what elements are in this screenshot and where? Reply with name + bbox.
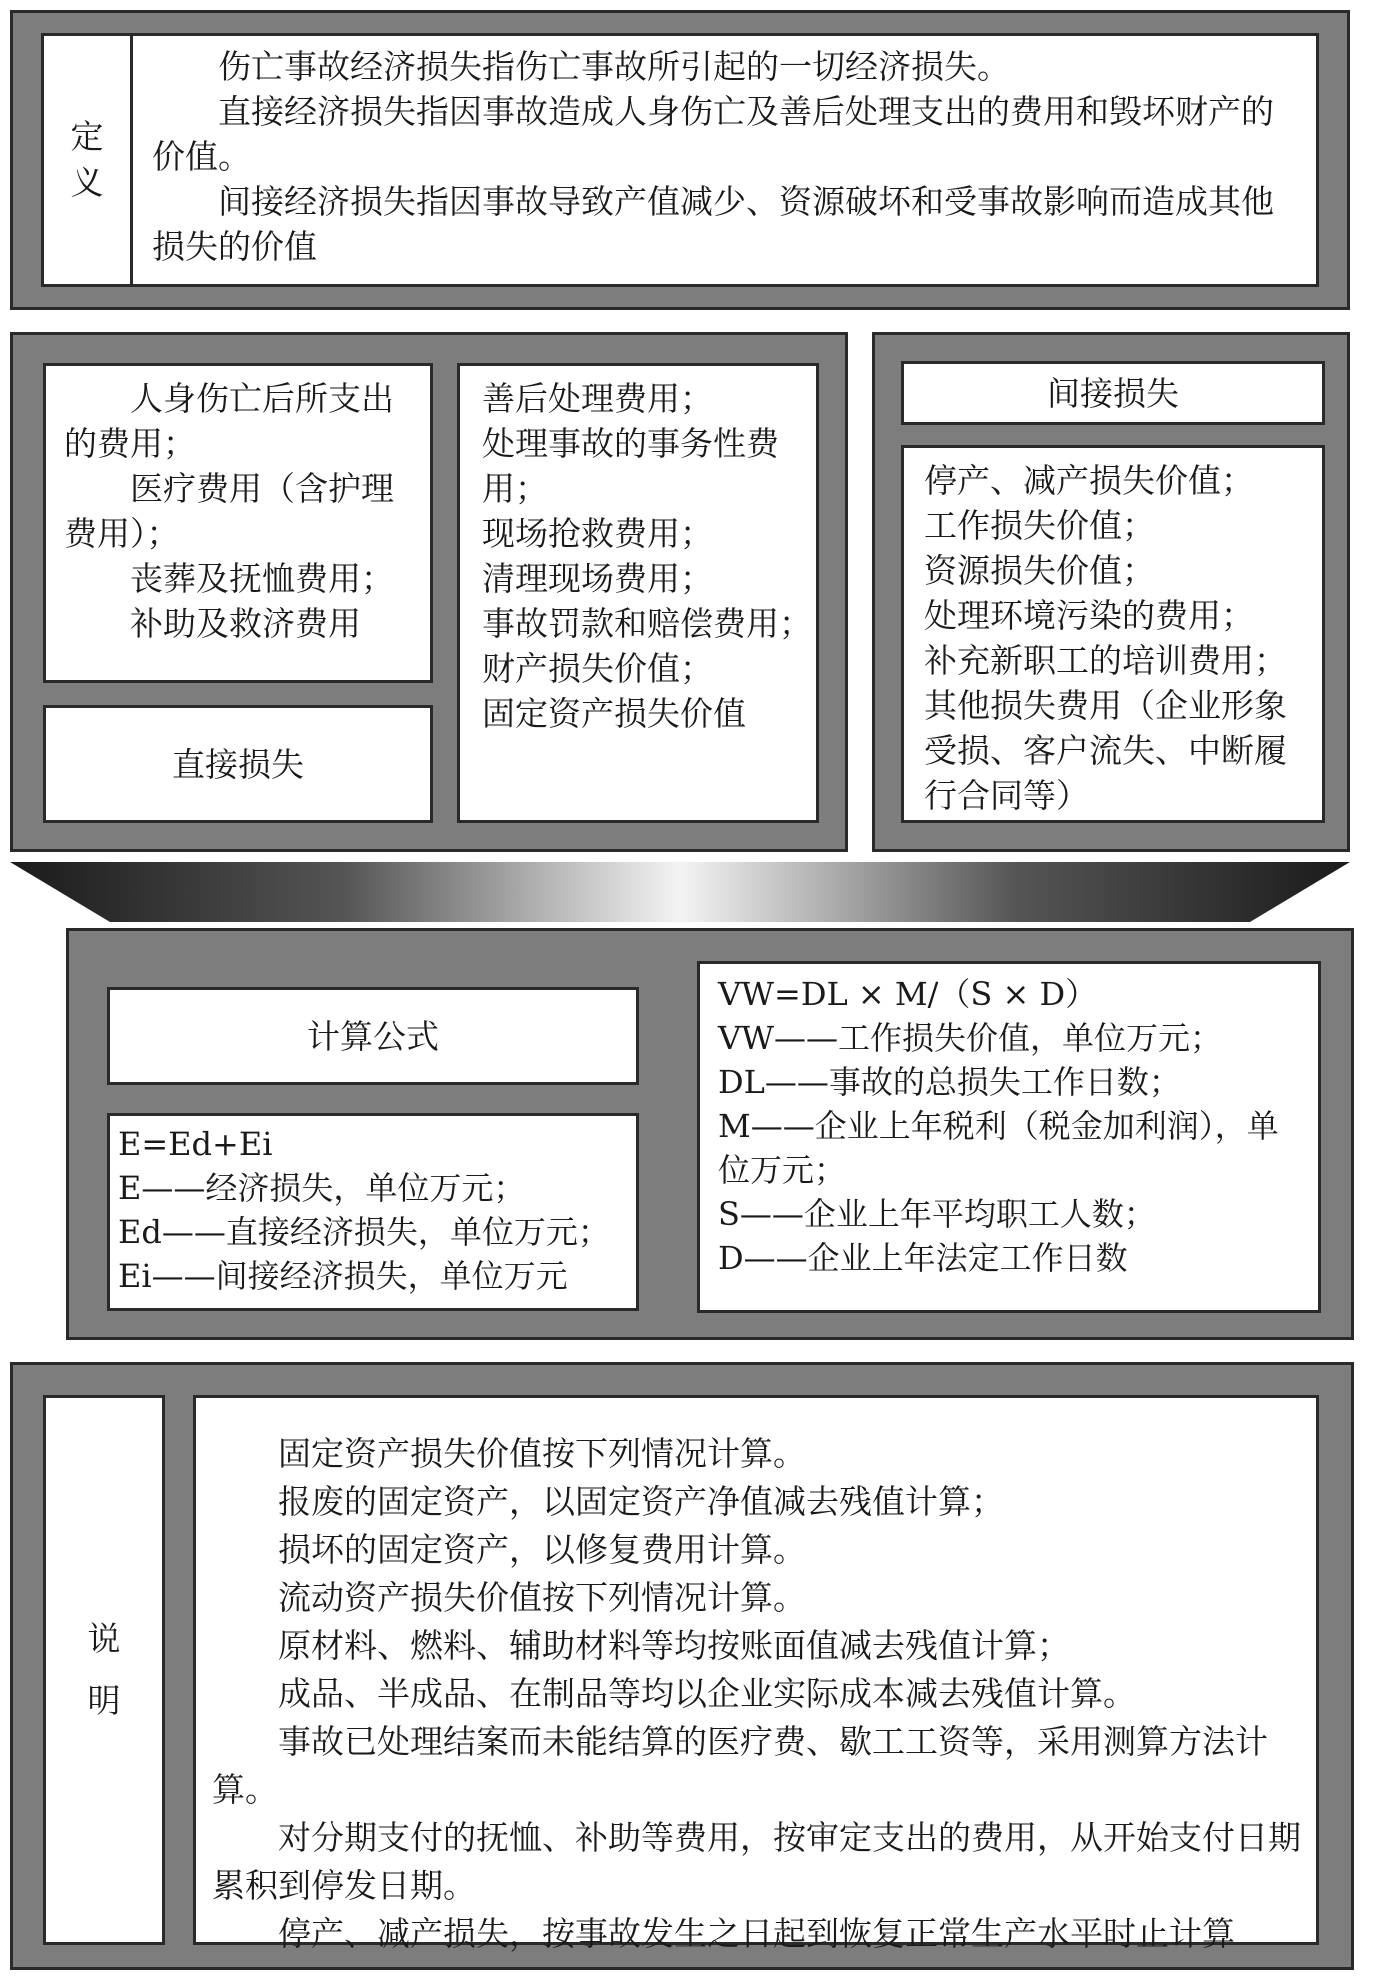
- formula-main-line: E——经济损失，单位万元；: [118, 1169, 526, 1207]
- aftermath-item: 处理事故的事务性费用；: [482, 424, 779, 508]
- formula-main-line: E=Ed+Ei: [118, 1125, 273, 1163]
- indirect-loss-frame: [872, 332, 1350, 852]
- notes-line: 损坏的固定资产，以修复费用计算。: [278, 1530, 806, 1569]
- aftermath-item: 固定资产损失价值: [482, 694, 746, 733]
- formula-work-line: D——企业上年法定工作日数: [718, 1239, 1128, 1277]
- aftermath-item: 现场抢救费用；: [482, 514, 713, 553]
- personal-expense-item: 人身伤亡后所支出的费用；: [64, 379, 394, 463]
- aftermath-item: 清理现场费用；: [482, 559, 713, 598]
- notes-label-box: [43, 1395, 165, 1945]
- indirect-item: 工作损失价值；: [924, 506, 1155, 545]
- definition-box: [41, 33, 1319, 287]
- notes-text-box: [193, 1395, 1319, 1953]
- notes-line: 对分期支付的抚恤、补助等费用，按审定支出的费用，从开始支付日期累积到停发日期。: [212, 1818, 1301, 1905]
- formula-frame: [66, 928, 1354, 1340]
- definition-divider: [130, 36, 133, 284]
- notes-line: 事故已处理结案而未能结算的医疗费、歇工工资等，采用测算方法计算。: [212, 1722, 1268, 1809]
- formula-main-line: Ed——直接经济损失，单位万元；: [118, 1213, 610, 1251]
- indirect-item: 停产、减产损失价值；: [924, 461, 1254, 500]
- formula-work-box: [697, 961, 1321, 1313]
- personal-expenses-box: [43, 363, 433, 683]
- indirect-item: 资源损失价值；: [924, 551, 1155, 590]
- notes-line: 流动资产损失价值按下列情况计算。: [278, 1578, 806, 1617]
- notes-line: 成品、半成品、在制品等均以企业实际成本减去残值计算。: [278, 1674, 1136, 1713]
- formula-title: 计算公式: [107, 987, 639, 1085]
- formula-main-box: [107, 1113, 639, 1311]
- personal-expense-item: 医疗费用（含护理费用）；: [64, 469, 394, 553]
- definition-text: [152, 44, 1302, 269]
- formula-main-line: Ei——间接经济损失，单位万元: [118, 1257, 568, 1295]
- notes-line: 原材料、燃料、辅助材料等均按账面值减去残值计算；: [278, 1626, 1070, 1665]
- notes-line: 报废的固定资产，以固定资产净值减去残值计算；: [278, 1482, 1004, 1521]
- definition-line: 伤亡事故经济损失指伤亡事故所引起的一切经济损失。: [218, 47, 1010, 86]
- definition-label-char: 义: [70, 163, 104, 202]
- notes-label-char: 明: [87, 1681, 121, 1720]
- notes-line: 停产、减产损失，按事故发生之日起到恢复正常生产水平时止计算: [278, 1914, 1235, 1953]
- indirect-item: 补充新职工的培训费用；: [924, 641, 1287, 680]
- definition-line: 直接经济损失指因事故造成人身伤亡及善后处理支出的费用和毁坏财产的价值。: [152, 92, 1274, 176]
- indirect-item: 处理环境污染的费用；: [924, 596, 1254, 635]
- formula-work-line: M——企业上年税利（税金加利润），单位万元；: [718, 1107, 1279, 1189]
- funnel-arrow-shape: [10, 862, 1350, 922]
- notes-label-char: 说: [87, 1619, 121, 1658]
- notes-frame: [10, 1362, 1354, 1970]
- aftermath-item: 善后处理费用；: [482, 379, 713, 418]
- aftermath-expenses-box: [457, 363, 819, 823]
- formula-work-line: VW——工作损失价值，单位万元；: [718, 1019, 1223, 1057]
- indirect-items-box: [901, 445, 1325, 823]
- aftermath-item: 财产损失价值；: [482, 649, 713, 688]
- formula-work-line: S——企业上年平均职工人数；: [718, 1195, 1156, 1233]
- indirect-item: 其他损失费用（企业形象受损、客户流失、中断履行合同等）: [924, 686, 1287, 815]
- definition-frame: [10, 10, 1350, 310]
- formula-work-line: VW=DL × M/（S × D）: [718, 975, 1098, 1013]
- personal-expense-item: 丧葬及抚恤费用；: [130, 559, 394, 598]
- definition-label: [44, 36, 130, 284]
- notes-line: 固定资产损失价值按下列情况计算。: [278, 1434, 806, 1473]
- personal-expense-item: 补助及救济费用: [130, 604, 361, 643]
- indirect-loss-title: 间接损失: [901, 361, 1325, 425]
- definition-line: 间接经济损失指因事故导致产值减少、资源破坏和受事故影响而造成其他损失的价值: [152, 182, 1274, 266]
- direct-loss-frame: [10, 332, 848, 852]
- direct-loss-title: 直接损失: [43, 705, 433, 823]
- definition-label-char: 定: [70, 117, 104, 156]
- formula-work-line: DL——事故的总损失工作日数；: [718, 1063, 1181, 1101]
- aftermath-item: 事故罚款和赔偿费用；: [482, 604, 812, 643]
